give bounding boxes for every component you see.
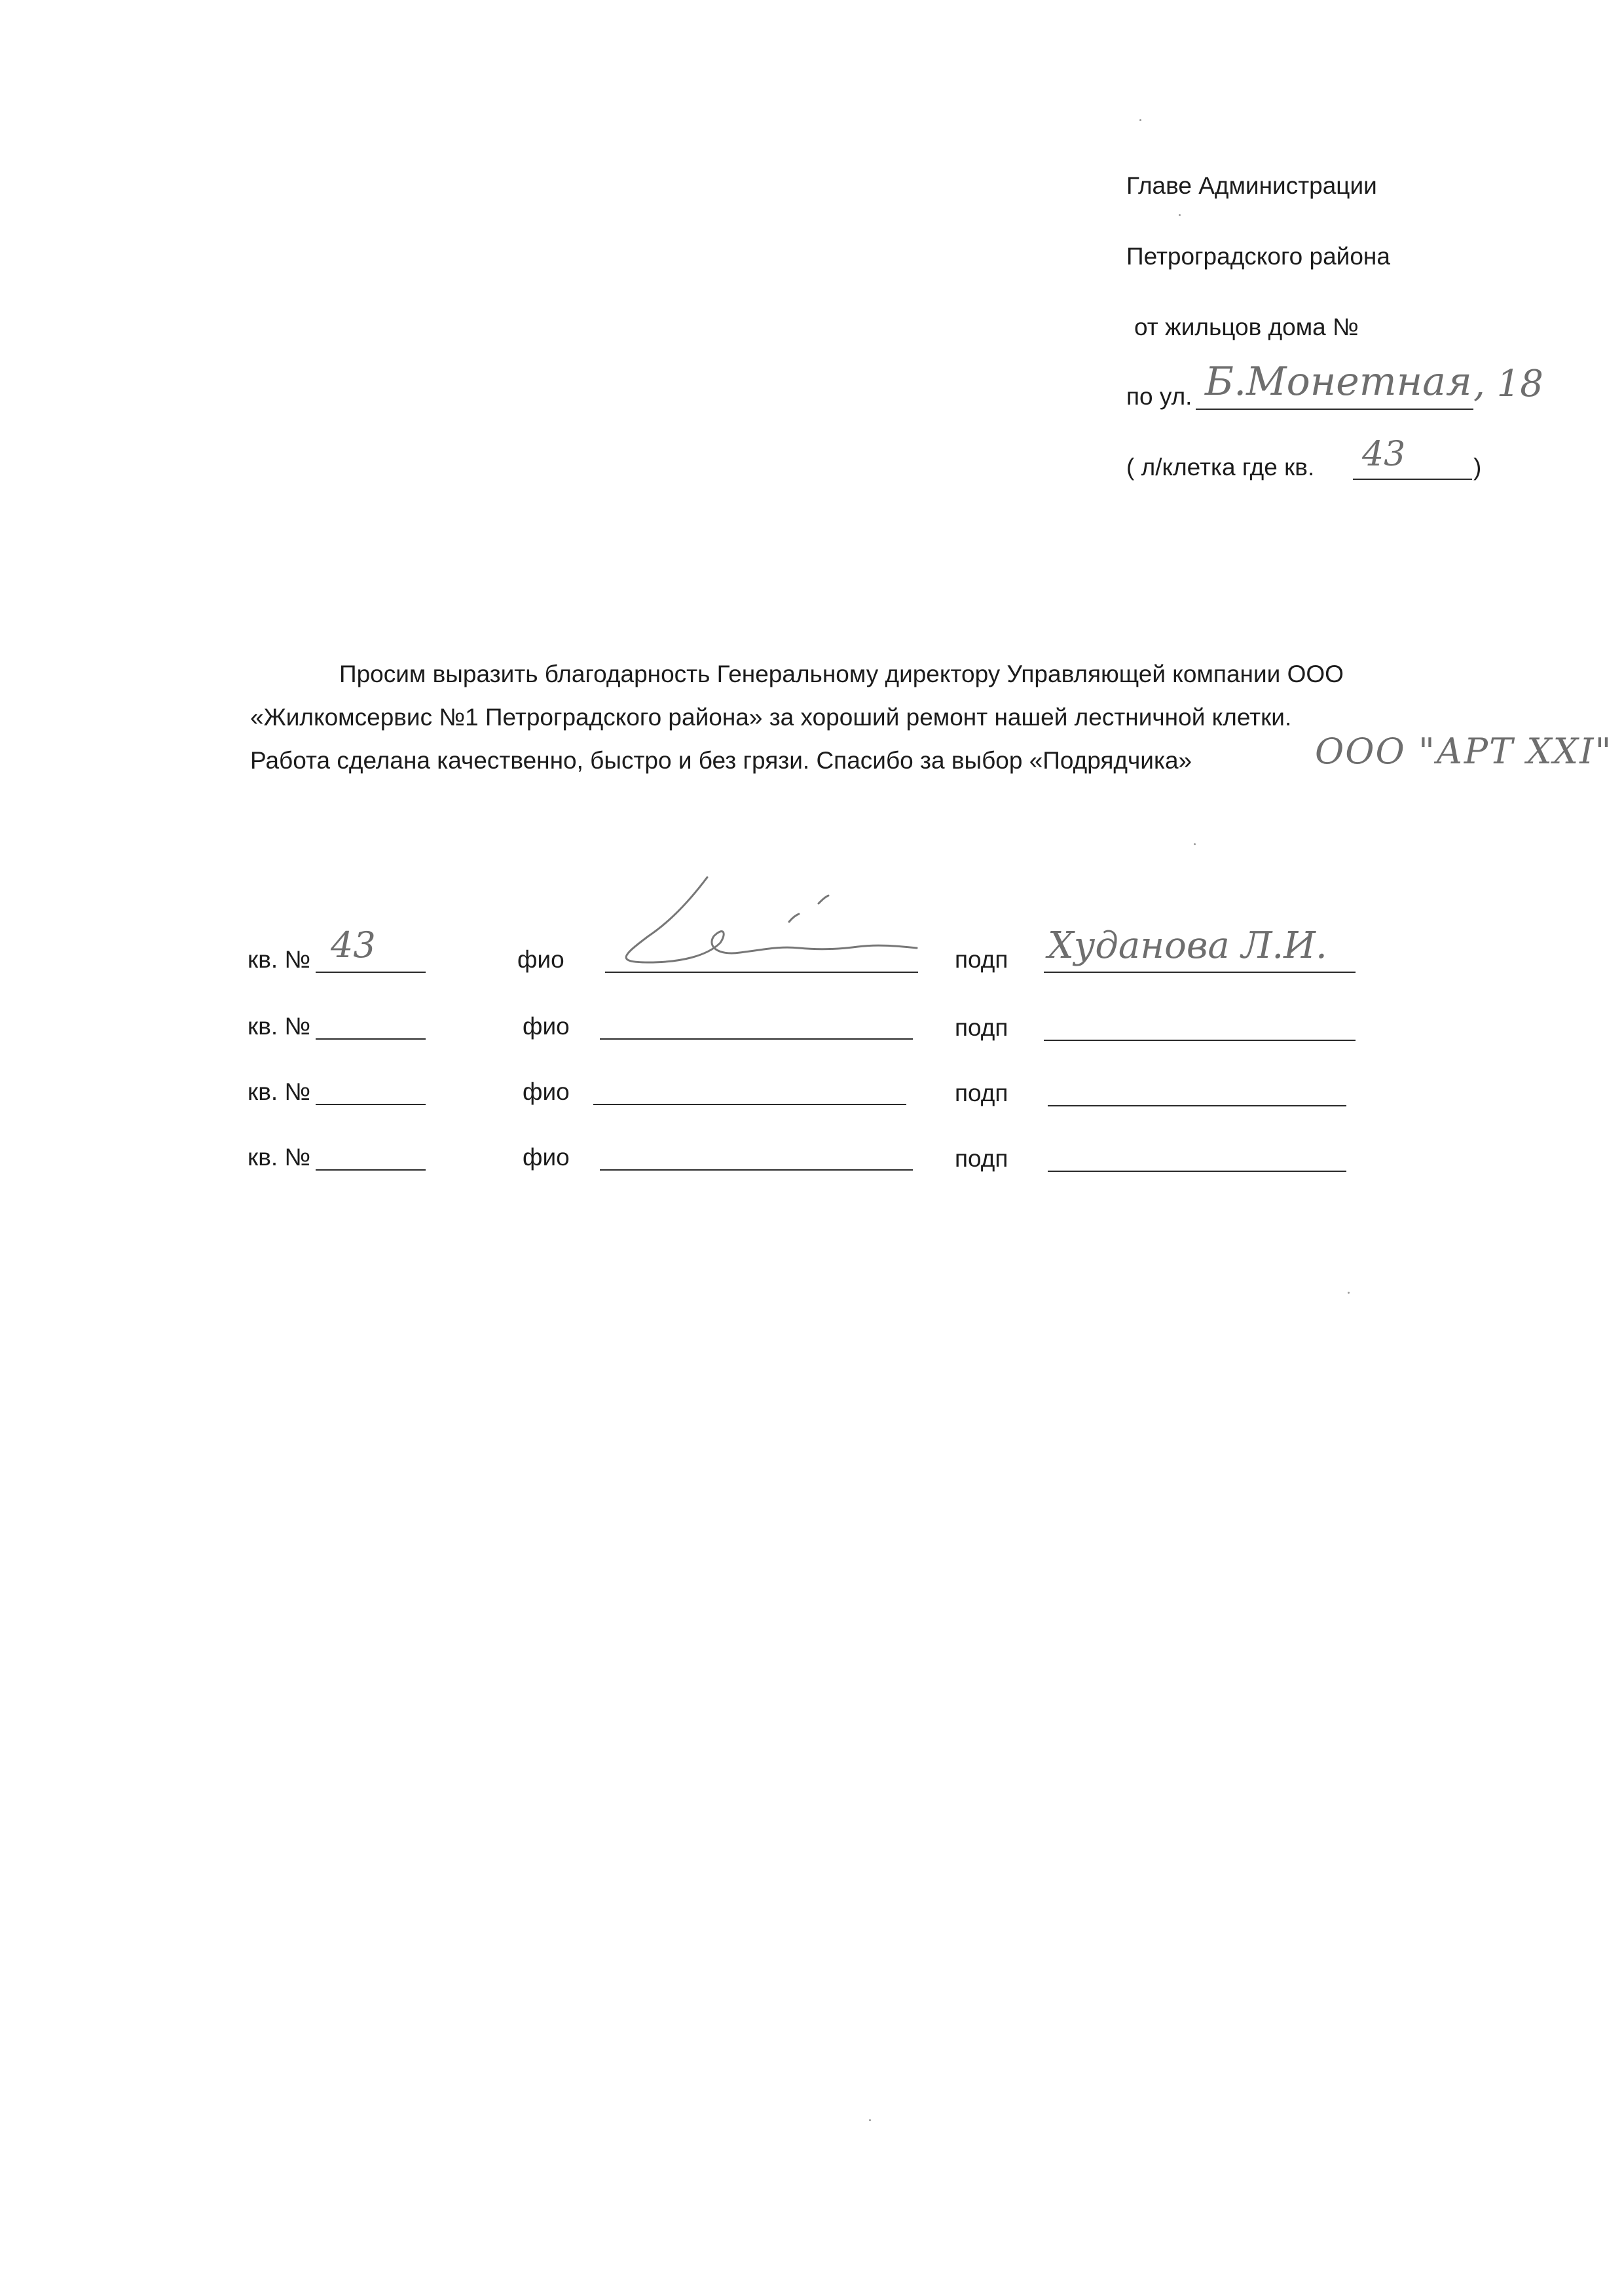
contractor-handwritten: ООО "АРТ ХХІ" xyxy=(1315,731,1613,772)
name-label: фио xyxy=(517,946,564,973)
apt-field-line xyxy=(316,1104,426,1105)
street-handwritten: Б.Монетная xyxy=(1205,359,1472,405)
stair-close: ) xyxy=(1473,454,1482,481)
scan-speck xyxy=(1179,214,1181,216)
addressee-line-1: Главе Администрации xyxy=(1126,172,1377,199)
apt-label: кв. № xyxy=(248,1013,311,1040)
sign-label: подп xyxy=(955,1145,1008,1172)
street-label: по ул. xyxy=(1126,383,1192,410)
name-field-line xyxy=(600,1169,913,1171)
stair-label: ( л/клетка где кв. xyxy=(1126,454,1315,481)
sign-field-line xyxy=(1048,1105,1346,1106)
name-label: фио xyxy=(523,1013,570,1040)
apt-label: кв. № xyxy=(248,1078,311,1105)
house-handwritten: , 18 xyxy=(1473,363,1543,405)
stair-field-line xyxy=(1353,479,1472,480)
street-field-line xyxy=(1196,409,1473,410)
scan-speck xyxy=(1194,843,1196,845)
apt-handwritten: 43 xyxy=(331,924,376,966)
scan-speck xyxy=(1348,1292,1350,1294)
apt-field-line xyxy=(316,1038,426,1040)
apt-label: кв. № xyxy=(248,946,311,973)
body-line-2: «Жилкомсервис №1 Петроградского района» за хороший ремонт нашей лестничной клетки. xyxy=(250,704,1292,731)
scan-speck xyxy=(1139,119,1141,121)
sign-field-line xyxy=(1044,1040,1356,1041)
stair-handwritten: 43 xyxy=(1362,435,1406,474)
sign-label: подп xyxy=(955,1014,1008,1041)
body-line-3: Работа сделана качественно, быстро и без грязи. Спасибо за выбор «Подрядчика» xyxy=(250,747,1192,774)
sign-field-line xyxy=(1048,1171,1346,1172)
name-field-line xyxy=(593,1104,906,1105)
sign-handwritten: Худанова Л.И. xyxy=(1048,924,1327,967)
scan-speck xyxy=(869,2119,871,2121)
apt-field-line xyxy=(316,1169,426,1171)
apt-field-line xyxy=(316,972,426,973)
addressee-line-2: Петроградского района xyxy=(1126,243,1390,270)
sign-label: подп xyxy=(955,1080,1008,1106)
signature-scribble xyxy=(609,864,923,982)
name-label: фио xyxy=(523,1144,570,1171)
name-label: фио xyxy=(523,1078,570,1105)
apt-label: кв. № xyxy=(248,1144,311,1171)
sign-label: подп xyxy=(955,946,1008,973)
addressee-line-3: от жильцов дома № xyxy=(1134,314,1359,340)
body-line-1: Просим выразить благодарность Генеральному директору Управляющей компании ООО xyxy=(339,661,1344,687)
name-field-line xyxy=(600,1038,913,1040)
sign-field-line xyxy=(1044,972,1356,973)
